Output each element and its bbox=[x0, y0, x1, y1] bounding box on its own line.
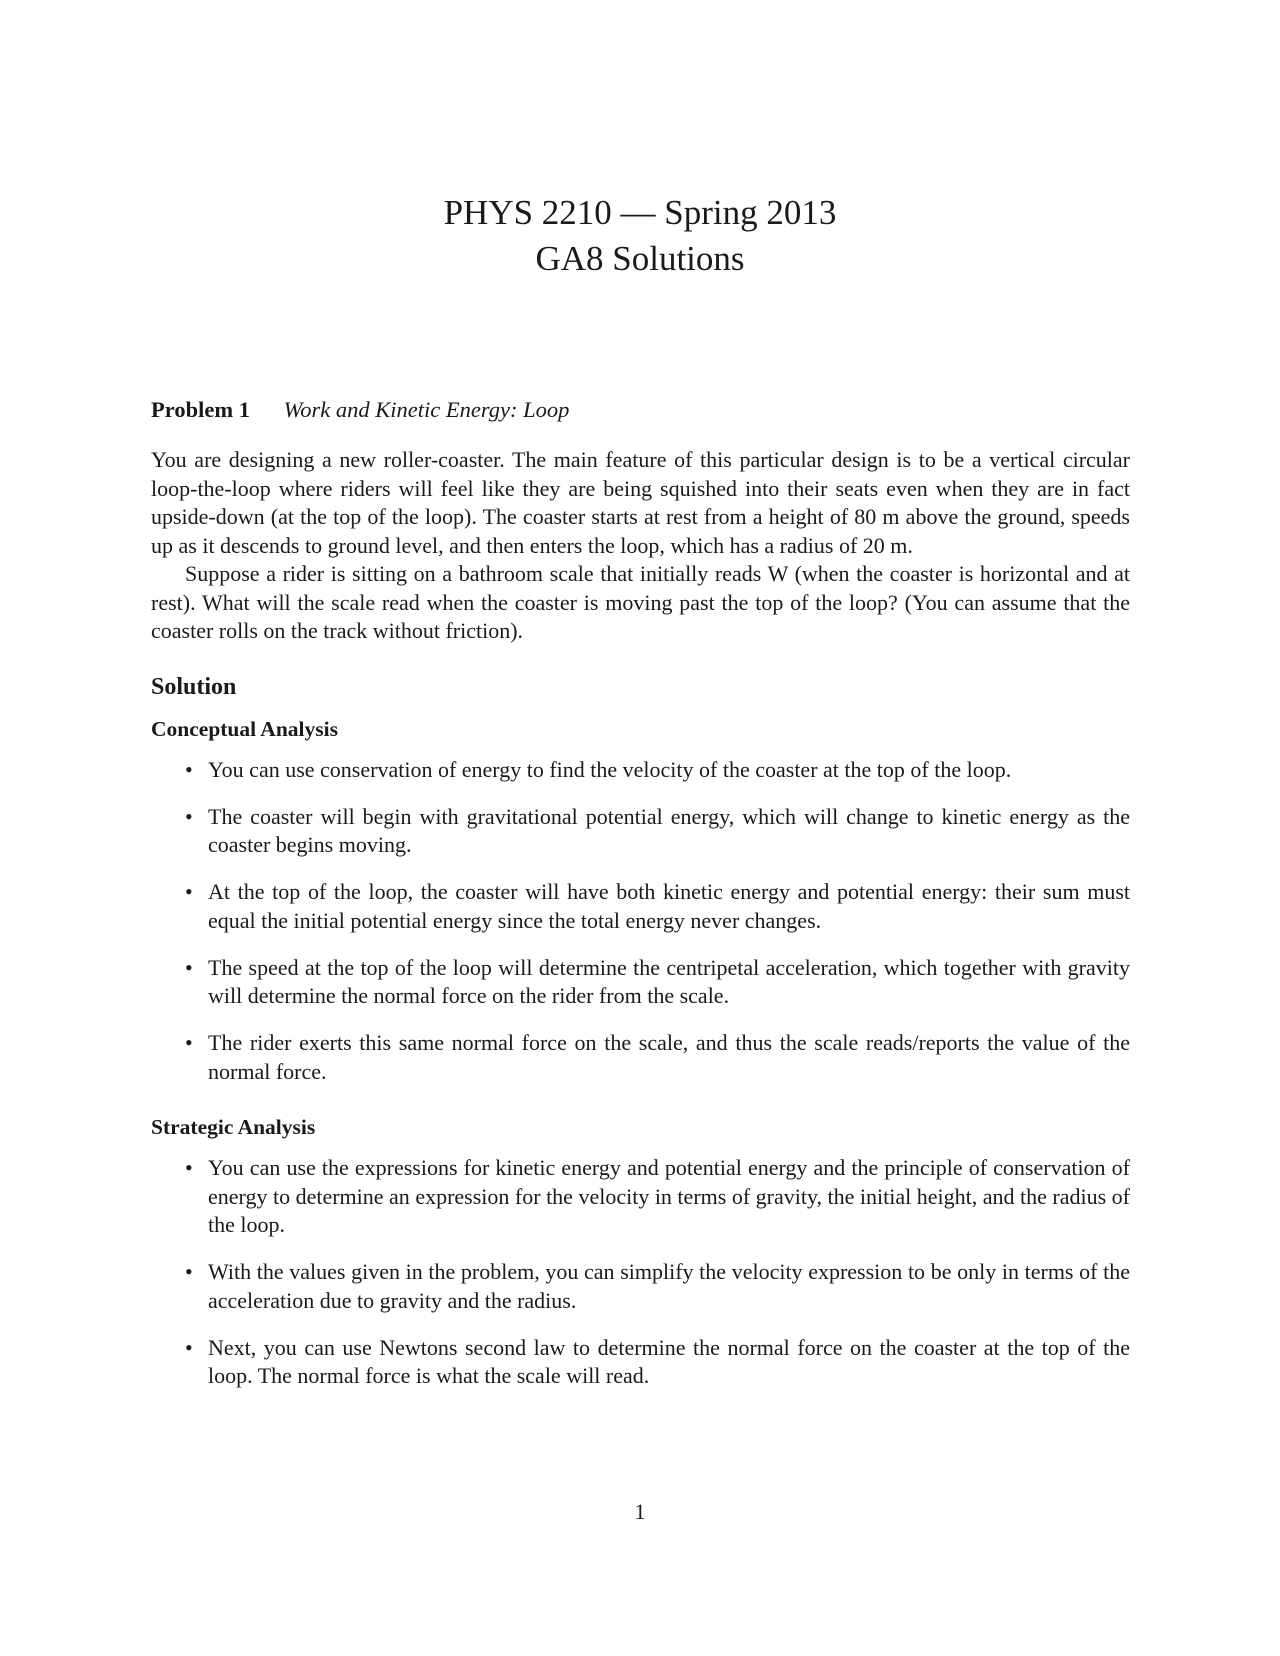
list-item-text: With the values given in the problem, you can simplify the velocity expression to be only in terms of the acceleration due to gravity and the radius. bbox=[208, 1259, 1130, 1313]
list-item bbox=[151, 803, 1130, 860]
list-item bbox=[151, 1258, 1130, 1315]
solution-heading: Solution bbox=[151, 673, 237, 700]
list-item-text: You can use conservation of energy to find the velocity of the coaster at the top of the loop. bbox=[208, 756, 1012, 782]
list-item-text: The coaster will begin with gravitational potential energy, which will change to kinetic energy as the coaster begins moving. bbox=[208, 803, 1130, 857]
bullet-icon: • bbox=[185, 1030, 193, 1055]
bullet-icon: • bbox=[185, 756, 193, 782]
list-item-text: The rider exerts this same normal force on the scale, and thus the scale reads/reports the value of the normal force. bbox=[208, 1030, 1130, 1084]
problem-topic: Work and Kinetic Energy: Loop bbox=[283, 397, 570, 422]
list-item bbox=[151, 878, 1130, 935]
conceptual-analysis-heading: Conceptual Analysis bbox=[151, 716, 338, 741]
title-block bbox=[0, 190, 1280, 282]
list-item-text: At the top of the loop, the coaster will have both kinetic energy and potential energy: their sum must equal the initial potential energy since the total energy never changes. bbox=[208, 879, 1130, 933]
strategic-analysis-heading: Strategic Analysis bbox=[151, 1115, 316, 1139]
list-item bbox=[151, 1154, 1130, 1240]
bullet-icon: • bbox=[185, 803, 193, 829]
bullet-icon: • bbox=[185, 954, 193, 980]
bullet-icon: • bbox=[185, 1334, 193, 1360]
strategic-analysis-list bbox=[151, 1154, 1130, 1391]
list-item-text: The speed at the top of the loop will determine the centripetal acceleration, which together with gravity will determine the normal force on the rider from the scale. bbox=[208, 954, 1130, 1008]
list-item-text: You can use the expressions for kinetic energy and potential energy and the principle of conservation of energy to determine an expression for the velocity in terms of gravity, the initial height, and the radius of the loop. bbox=[208, 1155, 1130, 1237]
bullet-icon: • bbox=[185, 1155, 193, 1180]
page-number: 1 bbox=[634, 1499, 646, 1524]
list-item-text: Next, you can use Newtons second law to determine the normal force on the coaster at the top of the loop. The normal force is what the scale will read. bbox=[208, 1334, 1130, 1388]
problem-paragraph-2: Suppose a rider is sitting on a bathroom scale that initially reads W (when the coaster is horizontal and at rest). What will the scale read when the coaster is moving past the top of the loop? (You can assume that the coaster rolls on the track without friction). bbox=[151, 561, 1130, 643]
list-item bbox=[151, 756, 1130, 785]
bullet-icon: • bbox=[185, 1259, 193, 1284]
problem-paragraph-1: You are designing a new roller-coaster. The main feature of this particular design is to be a vertical circular loop-the-loop where riders will feel like they are being squished into their seats even when they are in fact upside-down (at the top of the loop). The coaster starts at rest from a height of 80 m above the ground, speeds up as it descends to ground level, and then enters the loop, which has a radius of 20 m. bbox=[151, 447, 1130, 558]
bullet-icon: • bbox=[185, 879, 193, 904]
document-title: GA8 Solutions bbox=[535, 239, 745, 278]
list-item bbox=[151, 1334, 1130, 1391]
conceptual-analysis-list bbox=[151, 756, 1130, 1087]
problem-heading bbox=[151, 396, 1130, 424]
list-item bbox=[151, 1029, 1130, 1086]
problem-label: Problem 1 bbox=[151, 397, 250, 422]
main-content bbox=[151, 396, 1130, 1409]
list-item bbox=[151, 954, 1130, 1011]
course-title: PHYS 2210 — Spring 2013 bbox=[443, 193, 837, 232]
